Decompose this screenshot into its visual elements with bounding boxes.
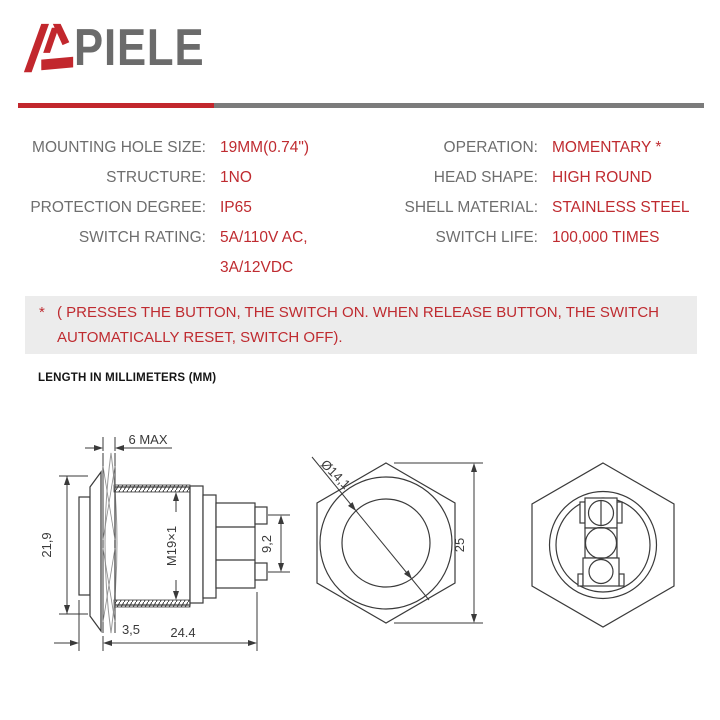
spec-label: HEAD SHAPE: [433,169,538,186]
spec-row [20,193,309,223]
spec-value: 19MM(0.74") [220,139,310,156]
spec-value: MOMENTARY * [552,139,662,156]
spec-column-left [20,133,309,283]
spec-value: 1NO [220,169,252,186]
dimension-label: 24.4 [170,625,196,640]
dimension-label: Ø14,1 [317,456,354,493]
spec-row [340,133,690,163]
spec-row [20,133,309,163]
note-line-1: ( PRESSES THE BUTTON, THE SWITCH ON. WHEN RELEASE BUTTON, THE SWITCH [57,304,660,321]
rear-view-drawing [532,463,674,627]
dimension-label: 21,9 [39,532,54,558]
dimension-label: M19×1 [164,525,179,567]
dimension-label: 3,5 [121,622,141,637]
technical-drawings [0,425,720,720]
spec-label: STRUCTURE: [106,169,206,186]
front-view-drawing [317,463,455,623]
note-line-2: AUTOMATICALLY RESET, SWITCH OFF). [57,329,343,346]
front-view-dimensions [312,457,483,623]
spec-value: STAINLESS STEEL [552,199,690,216]
spec-label: SWITCH RATING: [78,229,206,246]
spec-column-right [340,133,690,253]
spec-value: HIGH ROUND [552,169,652,186]
dimension-label: 9,2 [259,534,274,554]
divider-bar-accent [18,103,214,108]
spec-value: 5A/110V AC, [220,229,308,246]
spec-row [340,223,690,253]
spec-label: MOUNTING HOLE SIZE: [32,139,206,156]
spec-value: IP65 [220,199,252,216]
brand-logo [20,18,320,82]
dimension-label: 6 MAX [128,432,168,447]
spec-value: 3A/12VDC [220,259,294,276]
spec-row [20,163,309,193]
spec-row [20,223,309,253]
operation-note [25,296,697,354]
spec-row [20,253,309,283]
brand-name: PIELE [74,19,205,77]
note-asterisk: * [39,304,45,321]
spec-value: 100,000 TIMES [552,229,660,246]
apiele-logo-a-icon [20,20,78,78]
spec-label: OPERATION: [443,139,538,156]
divider-bar [18,103,704,108]
spec-label: PROTECTION DEGREE: [30,199,206,216]
dimension-label: 25 [452,537,467,553]
spec-label: SHELL MATERIAL: [404,199,538,216]
spec-label: SWITCH LIFE: [435,229,538,246]
units-heading: LENGTH IN MILLIMETERS (MM) [38,372,217,384]
spec-row [340,193,690,223]
spec-row [340,163,690,193]
